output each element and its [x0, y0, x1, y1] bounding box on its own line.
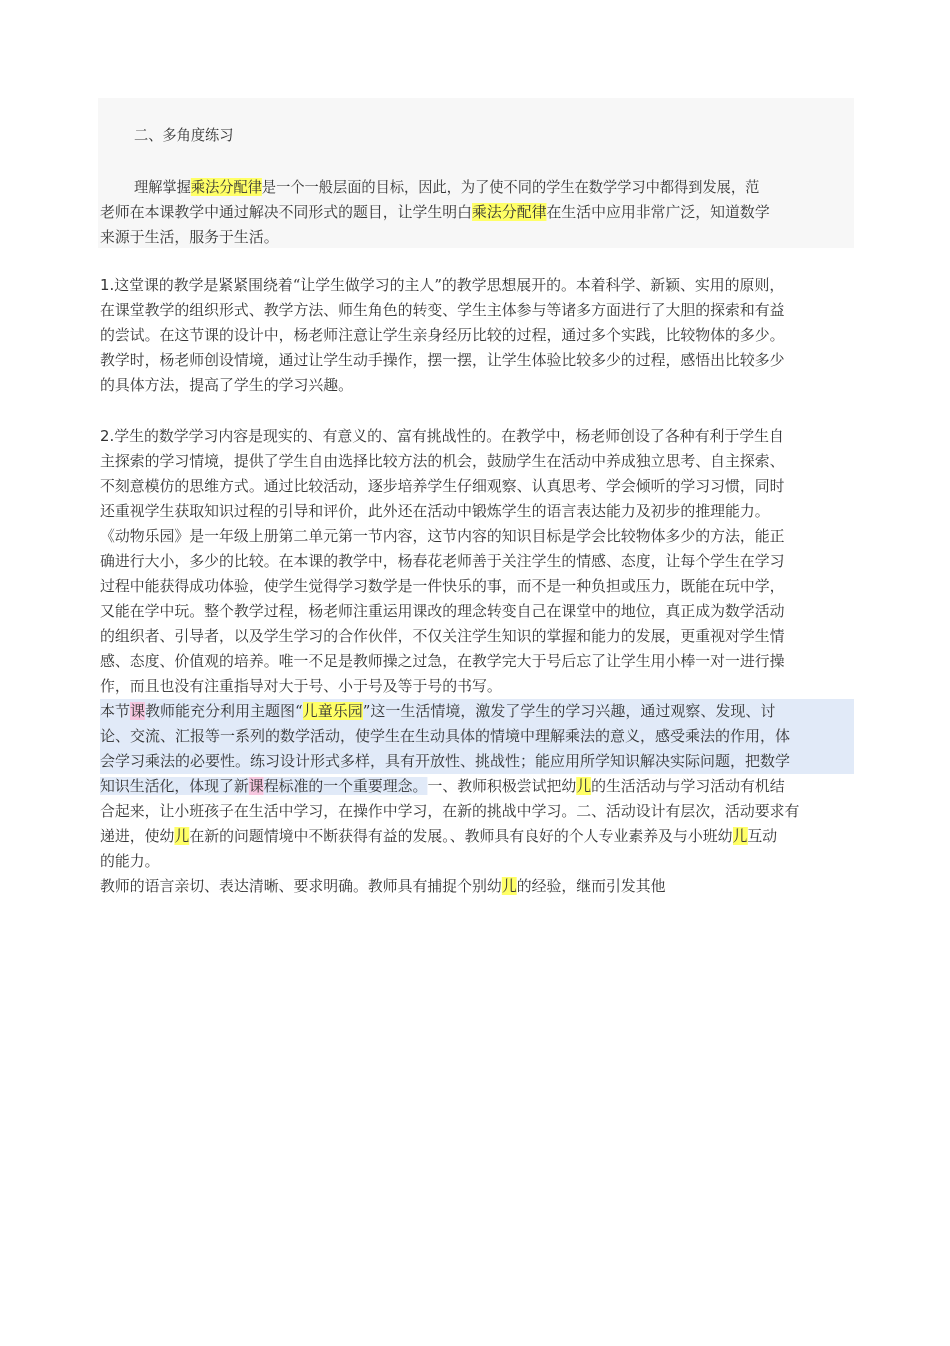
paragraph-3-line: 合起来，让小班孩子在生活中学习，在操作中学习，在新的挑战中学习。二、活动设计有层次，活动要求有 [100, 802, 800, 820]
section-paragraph-line: 理解掌握乘法分配律是一个一般层面的目标，因此，为了使不同的学生在数学学习中都得到发展，范 [134, 178, 760, 196]
paragraph-3-line: 论、交流、汇报等一系列的数学活动，使学生在生动具体的情境中理解乘法的意义，感受乘法的作用，体 [100, 724, 854, 749]
paragraph-2-line: 又能在学中玩。整个教学过程，杨老师注重运用课改的理念转变自己在课堂中的地位，真正成为数学活动 [100, 602, 785, 620]
paragraph-1-line: 的尝试。在这节课的设计中，杨老师注意让学生亲身经历比较的过程，通过多个实践，比较物体的多少。 [100, 326, 785, 344]
paragraph-1-line: 的具体方法，提高了学生的学习兴趣。 [100, 376, 354, 394]
keyword-highlight: 课 [248, 777, 264, 795]
paragraph-2-line: 还重视学生获取知识过程的引导和评价，此外还在活动中锻炼学生的语言表达能力及初步的推理能力。 [100, 502, 770, 520]
paragraph-2-line: 感、态度、价值观的培养。唯一不足是教师操之过急，在教学完大于号后忘了让学生用小棒一对一进行操 [100, 652, 785, 670]
keyword-highlight: 儿 [501, 877, 517, 895]
section-paragraph-line: 来源于生活，服务于生活。 [100, 228, 279, 246]
paragraph-number: 1. [100, 276, 115, 294]
paragraph-1-line: 教学时，杨老师创设情境，通过让学生动手操作，摆一摆，让学生体验比较多少的过程，感悟出比较多少 [100, 351, 785, 369]
keyword-highlight: 课 [130, 702, 146, 720]
paragraph-2-line: 确进行大小，多少的比较。在本课的教学中，杨春花老师善于关注学生的情感、态度，让每个学生在学习 [100, 552, 785, 570]
keyword-highlight: 儿童乐园 [302, 702, 363, 720]
paragraph-3-line: 的能力。 [100, 852, 160, 870]
keyword-highlight: 乘法分配律 [190, 178, 262, 196]
paragraph-2-line: 的组织者、引导者，以及学生学习的合作伙伴，不仅关注学生知识的掌握和能力的发展，更重视对学生情 [100, 627, 785, 645]
paragraph-2-line: 2.学生的数学学习内容是现实的、有意义的、富有挑战性的。在教学中，杨老师创设了各种有利于学生自 [100, 427, 784, 445]
paragraph-number: 2. [100, 427, 115, 445]
section-paragraph-line: 老师在本课教学中通过解决不同形式的题目，让学生明白乘法分配律在生活中应用非常广泛，知道数学 [100, 203, 770, 221]
keyword-highlight: 儿 [732, 827, 748, 845]
keyword-highlight: 儿 [174, 827, 190, 845]
paragraph-3-line: 会学习乘法的必要性。练习设计形式多样，具有开放性、挑战性；能应用所学知识解决实际问题，把数学 [100, 749, 854, 774]
paragraph-3-line: 知识生活化，体现了新课程标准的一个重要理念。一、教师积极尝试把幼儿的生活活动与学习活动有机结 [100, 777, 785, 795]
paragraph-2-line: 作，而且也没有注重指导对大于号、小于号及等于号的书写。 [100, 677, 502, 695]
keyword-highlight: 乘法分配律 [472, 203, 547, 221]
paragraph-2-line: 《动物乐园》是一年级上册第二单元第一节内容，这节内容的知识目标是学会比较物体多少的方法，能正 [100, 527, 785, 545]
paragraph-3-line: 递进，使幼儿在新的问题情境中不断获得有益的发展。、教师具有良好的个人专业素养及与小班幼儿互动 [100, 827, 778, 845]
paragraph-2-line: 主探索的学习情境，提供了学生自由选择比较方法的机会，鼓励学生在活动中养成独立思考、自主探索、 [100, 452, 785, 470]
paragraph-1-line: 在课堂教学的组织形式、教学方法、师生角色的转变、学生主体参与等诸多方面进行了大胆的探索和有益 [100, 301, 785, 319]
paragraph-3-line: 本节课教师能充分利用主题图“儿童乐园”这一生活情境，激发了学生的学习兴趣，通过观察、发现、讨 [100, 699, 854, 724]
paragraph-2-line: 不刻意模仿的思维方式。通过比较活动，逐步培养学生仔细观察、认真思考、学会倾听的学习习惯，同时 [100, 477, 785, 495]
paragraph-2-line: 过程中能获得成功体验，使学生觉得学习数学是一件快乐的事，而不是一种负担或压力，既能在玩中学， [100, 577, 785, 595]
section-heading: 二、多角度练习 [134, 126, 234, 144]
keyword-highlight: 儿 [576, 777, 592, 795]
paragraph-3-line: 教师的语言亲切、表达清晰、要求明确。教师具有捕捉个别幼儿的经验，继而引发其他 [100, 877, 666, 895]
paragraph-1-line: 1.这堂课的教学是紧紧围绕着“让学生做学习的主人”的教学思想展开的。本着科学、新颖、实用的原则， [100, 276, 785, 294]
